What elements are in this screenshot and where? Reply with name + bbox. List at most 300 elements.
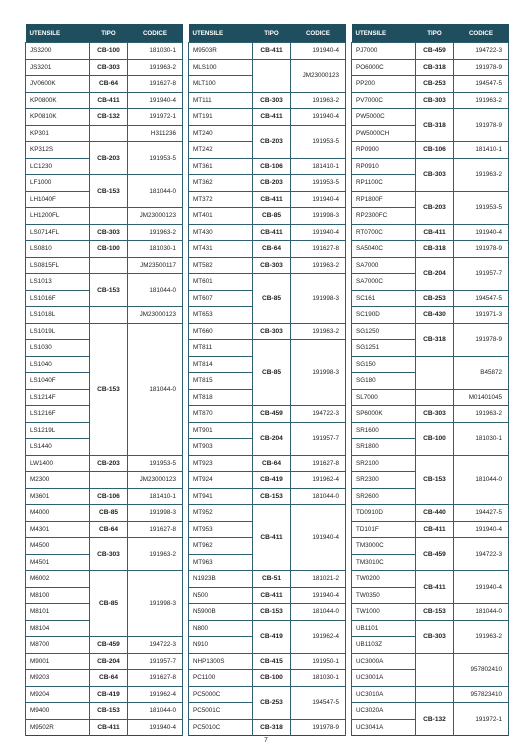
utensile-cell: PJ7000 (352, 43, 416, 60)
utensile-cell: M8100 (26, 587, 90, 604)
codice-cell: 191962-4 (128, 686, 183, 703)
tipo-cell: CB-318 (253, 719, 291, 736)
utensile-cell: LS1216F (26, 406, 90, 423)
table-row (26, 76, 183, 93)
codice-cell: 194722-3 (291, 406, 346, 423)
utensile-cell: SR2600 (352, 488, 416, 505)
utensile-cell: PC5010C (189, 719, 253, 736)
tipo-cell: CB-153 (416, 455, 454, 505)
codice-cell: 191940-4 (291, 505, 346, 571)
utensile-cell: M9503R (189, 43, 253, 60)
tipo-cell: CB-459 (90, 637, 128, 654)
tipo-cell: CB-419 (253, 472, 291, 489)
tipo-header: TIPO (90, 24, 128, 43)
utensile-cell: SA5040C (352, 241, 416, 258)
table-row (26, 307, 183, 324)
tipo-cell: CB-204 (253, 422, 291, 455)
codice-header: CODICE (128, 24, 183, 43)
tipo-cell: CB-64 (90, 670, 128, 687)
codice-cell: 191962-4 (291, 620, 346, 653)
codice-cell: 191950-1 (291, 653, 346, 670)
table-row (189, 620, 346, 637)
utensile-cell: PC5001C (189, 703, 253, 720)
utensile-cell: LS1030 (26, 340, 90, 357)
tipo-cell (90, 472, 128, 489)
utensile-cell: MT953 (189, 521, 253, 538)
tipo-cell: CB-132 (90, 109, 128, 126)
tipo-cell: CB-303 (90, 538, 128, 571)
codice-cell: 191940-4 (291, 43, 346, 60)
codice-cell: 191978-9 (454, 241, 509, 258)
table-row (352, 43, 509, 60)
utensile-cell: MT361 (189, 158, 253, 175)
codice-cell: 191940-4 (291, 109, 346, 126)
utensile-header: UTENSILE (26, 24, 90, 43)
utensile-cell: PW5000CH (352, 125, 416, 142)
utensile-cell: M4501 (26, 554, 90, 571)
header-row (352, 24, 509, 43)
utensile-cell: SL7000 (352, 389, 416, 406)
utensile-cell: RP2300FC (352, 208, 416, 225)
tipo-cell: CB-318 (416, 59, 454, 76)
tipo-cell: CB-85 (253, 208, 291, 225)
utensile-cell: MT401 (189, 208, 253, 225)
utensile-cell: MT191 (189, 109, 253, 126)
table-row (26, 257, 183, 274)
utensile-cell: JS3201 (26, 59, 90, 76)
tipo-cell: CB-411 (253, 191, 291, 208)
codice-cell: 191953-5 (291, 125, 346, 158)
codice-cell: 191963-2 (128, 59, 183, 76)
tipo-cell (416, 356, 454, 389)
table-row (352, 653, 509, 670)
tipo-cell: CB-303 (416, 406, 454, 423)
codice-cell: 181044-0 (128, 274, 183, 307)
codice-cell: 191972-1 (454, 703, 509, 736)
utensile-cell: M8101 (26, 604, 90, 621)
header-row (26, 24, 183, 43)
tipo-cell: CB-411 (253, 505, 291, 571)
tipo-cell: CB-153 (253, 488, 291, 505)
codice-cell: 191998-3 (128, 571, 183, 637)
utensile-cell: M2300 (26, 472, 90, 489)
codice-cell: 191940-4 (454, 521, 509, 538)
codice-cell: JM23000123 (128, 208, 183, 225)
utensile-cell: N1923B (189, 571, 253, 588)
utensile-cell: SR1600 (352, 422, 416, 439)
utensile-cell: MT903 (189, 439, 253, 456)
utensile-cell: UB1101 (352, 620, 416, 637)
utensile-cell: PV7000C (352, 92, 416, 109)
tipo-cell: CB-203 (253, 175, 291, 192)
utensile-cell: M4500 (26, 538, 90, 555)
utensile-cell: M9203 (26, 670, 90, 687)
utensile-cell: LS1016F (26, 290, 90, 307)
tipo-cell: CB-132 (416, 703, 454, 736)
table-row (352, 109, 509, 126)
utensile-cell: MT815 (189, 373, 253, 390)
table-row (352, 538, 509, 555)
codice-cell: 194547-5 (454, 290, 509, 307)
utensile-cell: LS1013 (26, 274, 90, 291)
tipo-cell: CB-411 (416, 224, 454, 241)
utensile-cell: MLT100 (189, 76, 253, 93)
utensile-cell: RP1800F (352, 191, 416, 208)
codice-cell: 191998-3 (291, 340, 346, 406)
utensile-cell: M4301 (26, 521, 90, 538)
tipo-cell: CB-411 (253, 109, 291, 126)
table-row (189, 323, 346, 340)
utensile-cell: TM3000C (352, 538, 416, 555)
utensile-cell: SP6000K (352, 406, 416, 423)
table-row (189, 241, 346, 258)
utensile-cell: N910 (189, 637, 253, 654)
tipo-cell: CB-106 (90, 488, 128, 505)
utensile-cell: MT660 (189, 323, 253, 340)
codice-cell: 191940-4 (291, 191, 346, 208)
codice-cell: 191963-2 (454, 406, 509, 423)
table-row (352, 307, 509, 324)
page-number: 7 (264, 737, 268, 744)
tipo-cell: CB-106 (416, 142, 454, 159)
codice-cell: 191627-8 (291, 455, 346, 472)
tipo-cell: CB-459 (253, 406, 291, 423)
utensile-cell: UC3020A (352, 703, 416, 720)
utensile-cell: M9400 (26, 703, 90, 720)
tipo-cell: CB-318 (416, 323, 454, 356)
codice-cell: 181410-1 (128, 488, 183, 505)
utensile-cell: SC190D (352, 307, 416, 324)
table-row (352, 389, 509, 406)
table-row (352, 604, 509, 621)
codice-cell: 191957-7 (291, 422, 346, 455)
codice-cell: 191978-9 (454, 323, 509, 356)
utensile-cell: UB1103Z (352, 637, 416, 654)
codice-cell: 181044-0 (128, 703, 183, 720)
codice-cell: 191978-9 (291, 719, 346, 736)
codice-cell: 191940-4 (128, 92, 183, 109)
table-row (352, 142, 509, 159)
codice-cell: 191971-3 (454, 307, 509, 324)
utensile-cell: MT240 (189, 125, 253, 142)
table-row (352, 257, 509, 274)
codice-cell: 181044-0 (454, 455, 509, 505)
utensile-cell: LH1200FL (26, 208, 90, 225)
codice-cell: 191957-7 (128, 653, 183, 670)
table-row (189, 175, 346, 192)
utensile-cell: MLS100 (189, 59, 253, 76)
table-row (26, 455, 183, 472)
codice-cell: 181030-1 (128, 241, 183, 258)
utensile-cell: MT811 (189, 340, 253, 357)
utensile-cell: SA7000C (352, 274, 416, 291)
table-row (189, 92, 346, 109)
codice-cell: 957823410 (454, 686, 509, 703)
table-row (189, 488, 346, 505)
table-row (352, 290, 509, 307)
codice-cell: 191953-5 (291, 175, 346, 192)
tipo-cell: CB-64 (90, 521, 128, 538)
tipo-cell: CB-411 (90, 92, 128, 109)
utensile-cell: RP1100C (352, 175, 416, 192)
codice-cell: 191998-3 (291, 274, 346, 324)
table-row (352, 422, 509, 439)
utensile-cell: JV0600K (26, 76, 90, 93)
tipo-cell: CB-253 (416, 290, 454, 307)
utensile-cell: MT242 (189, 142, 253, 159)
codice-cell: 191963-2 (291, 323, 346, 340)
utensile-header: UTENSILE (352, 24, 416, 43)
utensile-cell: PW5000C (352, 109, 416, 126)
utensile-cell: KP312S (26, 142, 90, 159)
table-row (352, 191, 509, 208)
tipo-cell: CB-411 (416, 571, 454, 604)
codice-cell: 191998-3 (291, 208, 346, 225)
tipo-cell (90, 208, 128, 225)
tipo-cell: CB-100 (253, 670, 291, 687)
tipo-cell: CB-318 (416, 109, 454, 142)
table-row (352, 356, 509, 373)
codice-cell: 191978-9 (454, 109, 509, 142)
utensile-cell: KP301 (26, 125, 90, 142)
utensile-cell: RP0900 (352, 142, 416, 159)
table-row (189, 158, 346, 175)
utensile-cell: MT362 (189, 175, 253, 192)
utensile-cell: MT431 (189, 241, 253, 258)
utensile-cell: MT653 (189, 307, 253, 324)
tipo-cell: CB-203 (416, 191, 454, 224)
table-row (189, 571, 346, 588)
tipo-cell: CB-153 (90, 274, 128, 307)
tipo-cell (416, 686, 454, 703)
utensile-cell: LW1400 (26, 455, 90, 472)
table-row (189, 653, 346, 670)
codice-cell: 191953-5 (128, 455, 183, 472)
utensile-cell: UC3000A (352, 653, 416, 670)
utensile-cell: TD0910D (352, 505, 416, 522)
tipo-cell: CB-419 (253, 620, 291, 653)
table-row (189, 224, 346, 241)
utensile-cell: M4000 (26, 505, 90, 522)
header-row (189, 24, 346, 43)
tipo-cell (416, 653, 454, 686)
codice-cell: 191963-2 (128, 224, 183, 241)
utensile-cell: NHP1300S (189, 653, 253, 670)
utensile-cell: M9502R (26, 719, 90, 736)
utensile-cell: PP200 (352, 76, 416, 93)
table-row (26, 109, 183, 126)
codice-cell: 181044-0 (291, 488, 346, 505)
table-row (26, 521, 183, 538)
codice-cell: JM23000123 (128, 307, 183, 324)
tipo-cell: CB-85 (253, 274, 291, 324)
table-row (352, 92, 509, 109)
utensile-cell: MT607 (189, 290, 253, 307)
codice-cell: JM23000123 (128, 472, 183, 489)
tipo-cell: CB-64 (90, 76, 128, 93)
codice-cell: 191940-4 (454, 224, 509, 241)
parts-table-2 (188, 24, 346, 736)
table-row (26, 637, 183, 654)
tipo-cell: CB-203 (253, 125, 291, 158)
utensile-cell: N800 (189, 620, 253, 637)
table-row (352, 241, 509, 258)
tipo-cell: CB-303 (253, 257, 291, 274)
table-row (26, 224, 183, 241)
utensile-cell: MT430 (189, 224, 253, 241)
utensile-cell: M9204 (26, 686, 90, 703)
utensile-cell: PC1100 (189, 670, 253, 687)
table-row (189, 604, 346, 621)
tipo-cell: CB-153 (416, 604, 454, 621)
table-row (189, 109, 346, 126)
table-row (352, 455, 509, 472)
codice-cell: 191963-2 (454, 620, 509, 653)
codice-cell: 181410-1 (454, 142, 509, 159)
utensile-cell: TW1000 (352, 604, 416, 621)
utensile-cell: LS0810 (26, 241, 90, 258)
codice-cell: 181044-0 (128, 175, 183, 208)
tipo-cell: CB-411 (253, 587, 291, 604)
table-row (189, 43, 346, 60)
table-row (352, 323, 509, 340)
tipo-cell: CB-153 (253, 604, 291, 621)
table-row (352, 505, 509, 522)
utensile-cell: M6002 (26, 571, 90, 588)
codice-cell: 191963-2 (291, 92, 346, 109)
utensile-cell: KP0800K (26, 92, 90, 109)
utensile-cell: N5900B (189, 604, 253, 621)
utensile-cell: MT814 (189, 356, 253, 373)
utensile-cell: TW0350 (352, 587, 416, 604)
utensile-cell: MT870 (189, 406, 253, 423)
table-row (352, 406, 509, 423)
table-row (189, 455, 346, 472)
utensile-cell: SR2300 (352, 472, 416, 489)
codice-cell: 191940-4 (454, 571, 509, 604)
utensile-cell: MT962 (189, 538, 253, 555)
utensile-cell: N500 (189, 587, 253, 604)
table-row (26, 142, 183, 159)
codice-cell: 181044-0 (128, 323, 183, 455)
tipo-cell: CB-303 (416, 158, 454, 191)
codice-cell: 191972-1 (128, 109, 183, 126)
utensile-cell: MT111 (189, 92, 253, 109)
tipo-cell: CB-153 (90, 323, 128, 455)
utensile-cell: PC5000C (189, 686, 253, 703)
utensile-cell: SR2100 (352, 455, 416, 472)
tipo-cell: CB-303 (90, 224, 128, 241)
tipo-cell (90, 307, 128, 324)
tipo-cell: CB-440 (416, 505, 454, 522)
codice-cell: 191627-8 (128, 521, 183, 538)
tipo-cell (90, 257, 128, 274)
tipo-cell: CB-419 (90, 686, 128, 703)
table-row (189, 587, 346, 604)
tipo-cell: CB-253 (253, 686, 291, 719)
tipo-cell: CB-153 (90, 703, 128, 720)
codice-cell: 191940-4 (291, 224, 346, 241)
codice-cell: JM23500117 (128, 257, 183, 274)
tipo-cell: CB-411 (90, 719, 128, 736)
codice-cell: B45872 (454, 356, 509, 389)
parts-table-1 (25, 24, 183, 736)
codice-cell: 191978-9 (454, 59, 509, 76)
utensile-cell: LS1018L (26, 307, 90, 324)
codice-cell: 191998-3 (128, 505, 183, 522)
utensile-cell: MT818 (189, 389, 253, 406)
table-row (26, 323, 183, 340)
tipo-cell: CB-64 (253, 241, 291, 258)
utensile-header: UTENSILE (189, 24, 253, 43)
tipo-cell (90, 125, 128, 142)
table-row (26, 175, 183, 192)
table-row (189, 340, 346, 357)
table-row (352, 76, 509, 93)
utensile-cell: LS1040F (26, 373, 90, 390)
utensile-cell: JS3200 (26, 43, 90, 60)
tipo-cell (416, 389, 454, 406)
tipo-cell: CB-64 (253, 455, 291, 472)
codice-cell: 191963-2 (128, 538, 183, 571)
table-row (26, 125, 183, 142)
codice-cell: 194722-3 (454, 43, 509, 60)
utensile-cell: M9001 (26, 653, 90, 670)
tipo-cell: CB-459 (416, 538, 454, 571)
utensile-cell: RT0700C (352, 224, 416, 241)
utensile-cell: LH1040F (26, 191, 90, 208)
table-row (26, 719, 183, 736)
codice-cell: 191953-5 (128, 142, 183, 175)
codice-cell: 191627-8 (128, 76, 183, 93)
table-row (352, 224, 509, 241)
utensile-cell: MT923 (189, 455, 253, 472)
codice-cell: 181044-0 (454, 604, 509, 621)
utensile-cell: MT372 (189, 191, 253, 208)
table-row (26, 670, 183, 687)
utensile-cell: LF1000 (26, 175, 90, 192)
utensile-cell: SG1251 (352, 340, 416, 357)
codice-cell: 181030-1 (128, 43, 183, 60)
tipo-cell: CB-411 (253, 224, 291, 241)
table-row (26, 274, 183, 291)
codice-cell: 194722-3 (128, 637, 183, 654)
table-row (26, 571, 183, 588)
utensile-cell: TW0200 (352, 571, 416, 588)
utensile-cell: TM3010C (352, 554, 416, 571)
table-row (352, 571, 509, 588)
utensile-cell: MT901 (189, 422, 253, 439)
utensile-cell: MT924 (189, 472, 253, 489)
table-row (189, 59, 346, 76)
tipo-cell: CB-106 (253, 158, 291, 175)
table-row (189, 191, 346, 208)
codice-cell: 191962-4 (291, 472, 346, 489)
utensile-cell: UC3041A (352, 719, 416, 736)
table-row (189, 257, 346, 274)
utensile-cell: LC1230 (26, 158, 90, 175)
utensile-cell: UC3001A (352, 670, 416, 687)
utensile-cell: SA7000 (352, 257, 416, 274)
utensile-cell: M8104 (26, 620, 90, 637)
tipo-cell: CB-85 (90, 505, 128, 522)
table-row (189, 125, 346, 142)
codice-cell: 957802410 (454, 653, 509, 686)
utensile-cell: MT952 (189, 505, 253, 522)
tipo-cell: CB-100 (416, 422, 454, 455)
table-row (352, 158, 509, 175)
codice-cell: 191963-2 (291, 257, 346, 274)
